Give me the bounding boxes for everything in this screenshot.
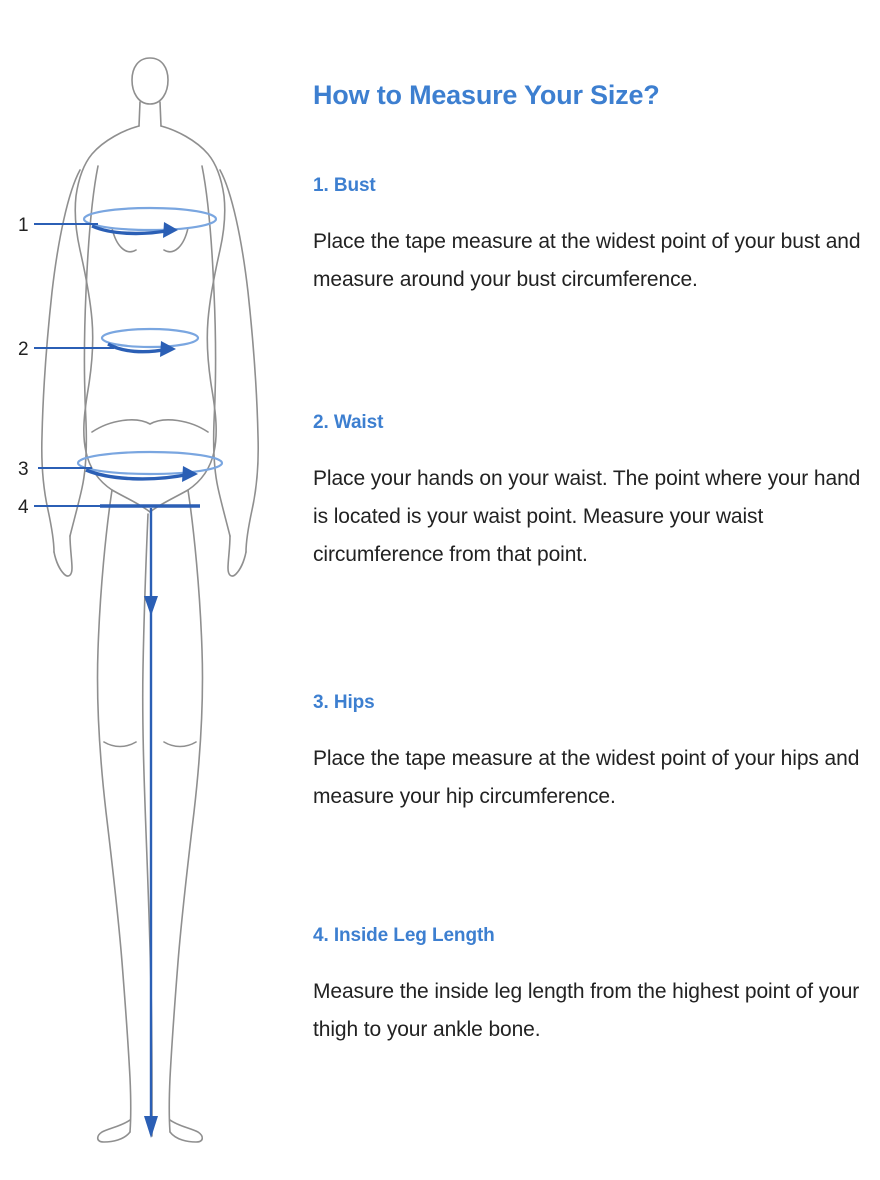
section-body-bust: Place the tape measure at the widest point of your bust and measure around your bust circumference. <box>313 230 861 291</box>
body-diagram <box>0 0 300 1180</box>
measure-band-underbust <box>102 329 198 357</box>
section-body-inside-leg: Measure the inside leg length from the highest point of your thigh to your ankle bone. <box>313 980 860 1041</box>
section-title-inside-leg: 4. Inside Leg Length <box>313 925 495 946</box>
instructions-pane <box>313 0 866 1180</box>
marker-label-4: 4 <box>18 497 29 518</box>
section-title-bust: 1. Bust <box>313 175 376 196</box>
measure-band-bust <box>84 208 216 238</box>
measure-band-hips <box>78 452 222 482</box>
marker-label-2: 2 <box>18 339 29 360</box>
marker-label-3: 3 <box>18 459 29 480</box>
instruction-section-waist <box>313 412 866 574</box>
instruction-section-inside-leg <box>313 925 866 1049</box>
page-title: How to Measure Your Size? <box>313 80 660 110</box>
instruction-section-bust <box>313 175 866 299</box>
section-title-waist: 2. Waist <box>313 412 384 433</box>
instruction-section-hips <box>313 692 866 816</box>
measure-inside-leg <box>100 506 200 1138</box>
marker-label-1: 1 <box>18 215 29 236</box>
section-body-waist: Place your hands on your waist. The point where your hand is located is your waist point. Measure your waist circumference from that point. <box>313 467 861 566</box>
section-title-hips: 3. Hips <box>313 692 375 713</box>
section-body-hips: Place the tape measure at the widest point of your hips and measure your hip circumference. <box>313 747 860 808</box>
